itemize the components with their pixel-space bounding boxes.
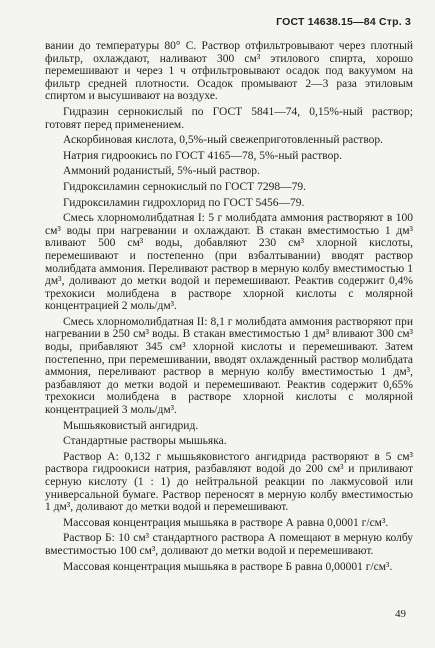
paragraph: Мышьяковистый ангидрид. [63,419,199,432]
document-body [45,40,413,576]
page-number: 49 [395,608,406,620]
paragraph: Гидразин сернокислый по ГОСТ 5841—74, 0,15%-ный раствор; готовят перед применением. [45,105,413,131]
paragraph: Аскорбиновая кислота, 0,5%-ный свежеприготовленный раствор. [63,134,384,147]
paragraph: Натрия гидроокись по ГОСТ 4165—78, 5%-ный раствор. [63,149,342,162]
paragraph: Смесь хлорномолибдатная II: 8,1 г молибдата аммония растворяют при нагревании в 250 см³ воды. В стакан вместимостью 1 дм³ вливают 300 см³ воды, прибавляют 345 см³ хлорной кислоты и перемешивают. Затем постепенно, при перемешивании, вводят охлажденный раствор молибдата аммония, переливают раствор в мерную колбу вместимостью 1 дм³, разбавляют до метки водой и перемешивают. Реактив содержит 0,65% трехокиси молибдена в растворе хлорной кислоты с молярной концентрацией 3 моль/дм³. [45,315,413,417]
paragraph: Гидроксиламин гидрохлорид по ГОСТ 5456—79. [63,196,305,209]
paragraph: Смесь хлорномолибдатная I: 5 г молибдата аммония растворяют в 100 см³ воды при нагревании и охлаждают. В стакан вместимостью 1 дм³ вливают 500 см³ воды, добавляют 230 см³ хлорной кислоты, перемешивают и постепенно (при взбалтывании) вводят раствор молибдата аммония. Переливают раствор в мерную колбу вместимостью 1 дм³, доливают до метки водой и перемешивают. Реактив содержит 0,4% трехокиси молибдена в растворе хлорной кислоты с молярной концентрацией 2 моль/дм³. [45,212,413,313]
paragraph: Раствор Б: 10 см³ стандартного раствора А помещают в мерную колбу вместимостью 100 см³, доливают до метки водой и перемешивают. [45,532,413,557]
paragraph: вании до температуры 80° С. Раствор отфильтровывают через плотный фильтр, охлаждают, наливают 300 см³ этилового спирта, хорошо перемешивают и через 1 ч отфильтровывают осадок под вакуумом на фильтр средней плотности. Осадок промывают 2—3 раза этиловым спиртом и высушивают на воздухе. [45,40,413,103]
paragraph: Стандартные растворы мышьяка. [63,435,227,448]
paragraph: Раствор А: 0,132 г мышьяковистого ангидрида растворяют в 5 см³ раствора гидроокиси натрия, разбавляют водой до 200 см³ и приливают серную кислоту (1 : 1) до нейтральной реакции по лакмусовой или универсальной бумаге. Раствор переносят в мерную колбу вместимостью 1 дм³, доливают до метки водой и перемешивают. [45,450,413,514]
paragraph: Гидроксиламин сернокислый по ГОСТ 7298—79. [63,180,306,193]
paragraph: Массовая концентрация мышьяка в растворе Б равна 0,00001 г/см³. [63,560,393,573]
paragraph: Аммоний роданистый, 5%-ный раствор. [63,165,260,178]
page-header: ГОСТ 14638.15—84 Стр. 3 [276,16,411,28]
paragraph: Массовая концентрация мышьяка в растворе А равна 0,0001 г/см³. [63,516,389,529]
